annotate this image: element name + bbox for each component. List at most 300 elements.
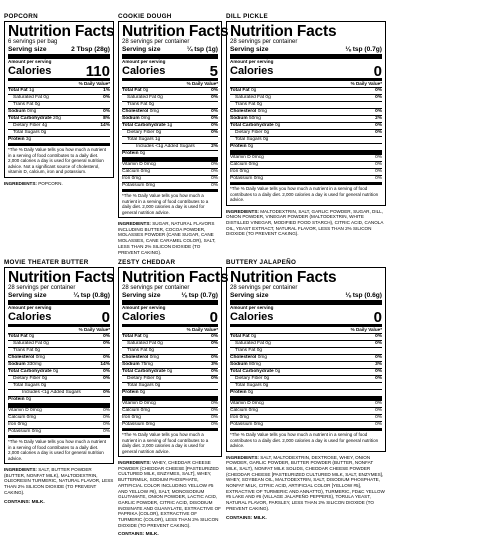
nutrition-facts-heading: Nutrition Facts (8, 269, 115, 286)
nutrient-row (8, 94, 110, 101)
nutrient-label: Total Sugars (235, 137, 262, 142)
calories-value: 0 (373, 63, 382, 80)
nutrient-dv: 0% (211, 88, 218, 93)
vitamin-label: Calcium 0mg (8, 415, 36, 420)
nutrient-amount: 0g (52, 369, 59, 374)
vitamin-dv: 0% (375, 401, 382, 406)
nutrient-name (122, 88, 148, 94)
nutrient-name (230, 369, 280, 375)
nutrient-label: Saturated Fat (127, 341, 157, 346)
nutrient-amount: 0g (41, 376, 48, 381)
nutrient-row (8, 87, 110, 94)
nutrient-dv: 0% (103, 109, 110, 114)
nutrient-row (122, 361, 218, 368)
serving-size-value: ⅛ tsp (0.6g) (345, 292, 382, 299)
nutrient-name (235, 95, 271, 101)
nutrient-row (8, 101, 110, 108)
flavor-title: ZESTY CHEDDAR (118, 259, 176, 266)
nutrient-label: Protein (230, 144, 247, 149)
amount-per-serving: Amount per serving (122, 59, 166, 64)
nutrient-name (8, 355, 45, 361)
nutrient-name (230, 362, 261, 368)
serving-size-row (230, 292, 382, 300)
vitamin-label: Vitamin D 0mcg (122, 401, 156, 406)
vitamin-label: Vitamin D 0mcg (8, 408, 42, 413)
nutrient-name (235, 383, 268, 389)
vitamin-row (230, 168, 382, 175)
nutrient-label: Total Carbohydrate (8, 116, 52, 121)
nutrient-name (127, 383, 160, 389)
nutrient-label: Total Carbohydrate (8, 369, 52, 374)
nutrient-label: Saturated Fat (235, 341, 265, 346)
ingredients (4, 467, 114, 496)
nutrient-name (127, 95, 163, 101)
vitamin-label: Potassium 0mg (230, 422, 264, 427)
nutrient-amount: 0g (142, 88, 149, 93)
nutrition-facts-box (226, 267, 386, 452)
vitamin-label: Iron 0mg (122, 415, 141, 420)
nutrient-label: Dietary Fiber (127, 130, 155, 135)
nutrient-row (122, 382, 218, 389)
vitamin-dv: 0% (211, 415, 218, 420)
nutrient-row (230, 368, 382, 375)
nutrient-dv: 0% (211, 376, 218, 381)
vitamin-label: Potassium 0mg (122, 422, 156, 427)
nutrient-row (8, 354, 110, 361)
serving-size-value: ¼ tsp (1g) (186, 46, 218, 53)
vitamin-label: Vitamin D 0mcg (230, 155, 264, 160)
calories-value: 0 (101, 309, 110, 326)
servings-per-container: 28 servings per container (122, 285, 190, 291)
nutrient-label: Protein (8, 397, 25, 402)
nutrient-label: Cholesterol (230, 355, 257, 360)
vitamin-row (122, 182, 218, 189)
nutrient-row (230, 136, 382, 143)
amount-per-serving: Amount per serving (8, 59, 52, 64)
nutrient-dv: 3% (211, 362, 218, 367)
calories-row (122, 311, 218, 324)
nutrient-label: Sodium (122, 362, 140, 367)
nutrient-label: Saturated Fat (13, 95, 43, 100)
nutrient-dv: 2% (211, 144, 218, 149)
nutrient-row (230, 361, 382, 368)
nutrient-name (13, 102, 40, 108)
vitamin-row (8, 421, 110, 428)
nutrient-dv: 0% (211, 369, 218, 374)
nutrient-row (122, 101, 218, 108)
nutrient-name (13, 123, 47, 129)
vitamin-label: Potassium 0mg (122, 183, 156, 188)
nutrition-panel (226, 258, 386, 521)
nutrition-facts-box (118, 267, 229, 457)
nutrient-dv: 0% (211, 355, 218, 360)
nutrient-row (122, 347, 218, 354)
nutrient-row (8, 333, 110, 340)
nutrient-row (8, 340, 110, 347)
serving-size-row (8, 46, 110, 54)
ingredients (118, 221, 222, 255)
nutrition-panel (4, 12, 114, 186)
nutrient-amount: 0mg (140, 116, 151, 121)
nutrient-amount: 0g (155, 383, 161, 388)
nutrient-amount: 0g (250, 334, 257, 339)
nutrient-row (8, 368, 110, 375)
serving-size-row (122, 46, 218, 54)
vitamin-dv: 0% (375, 408, 382, 413)
amount-per-serving: Amount per serving (8, 305, 52, 310)
nutrient-amount: 0g (263, 383, 269, 388)
ingredients-text: MALTODEXTRIN, SALT, GARLIC POWDER, SUGAR, DILL, ONION POWDER, VINEGAR POWDER (MALTODEXTRIN, WHITE DISTILLED VINEGAR, MODIFIED FOOD STARCH), CITRIC ACID, CANOLA OIL, YEAST EXTRACT, NATURAL FLAVOR, LESS THAN 2% SILICON DIOXIDE (TO PREVENT CAKING). (226, 208, 384, 237)
vitamin-dv: 0% (211, 169, 218, 174)
nutrient-label: Saturated Fat (13, 341, 43, 346)
nutrient-name (235, 348, 262, 354)
nutrient-dv: 8% (103, 116, 110, 121)
nutrient-amount: 75mg (140, 362, 153, 367)
calories-label: Calories (8, 311, 52, 323)
nutrient-amount: 0mg (257, 355, 268, 360)
nutrient-amount: 0mg (149, 355, 160, 360)
serving-size-label: Serving size (122, 292, 161, 299)
nutrition-facts-heading: Nutrition Facts (122, 269, 229, 286)
nutrient-row (230, 340, 382, 347)
vitamin-row (230, 421, 382, 428)
vitamin-dv: 0% (211, 422, 218, 427)
calories-row (8, 65, 110, 78)
nutrient-amount: 0g (28, 334, 35, 339)
nutrition-facts-box (4, 267, 114, 464)
footnote: *The % Daily Value tells you how much a nutrient in a serving of food contributes to a daily diet. 2,000 calories a day is used for general nutrition advice. (122, 432, 209, 454)
nutrient-amount: 80mg (248, 362, 261, 367)
nutrient-dv: 0% (211, 341, 218, 346)
calories-label: Calories (8, 65, 52, 77)
nutrient-label: Saturated Fat (127, 95, 157, 100)
flavor-title: DILL PICKLE (226, 13, 269, 20)
nutrient-label: Sodium (122, 116, 140, 121)
servings-per-container: 28 servings per container (230, 285, 298, 291)
ingredients-text: POPCORN. (38, 180, 63, 186)
nutrient-row (230, 108, 382, 115)
nutrient-amount: 0g (157, 341, 163, 346)
nutrition-facts-heading: Nutrition Facts (230, 269, 337, 286)
calories-row (122, 65, 218, 78)
vitamin-dv: 0% (103, 422, 110, 427)
nutrient-amount: 1g (155, 137, 161, 142)
nutrient-amount: 0g (43, 341, 49, 346)
daily-value-header: % Daily Value* (350, 81, 382, 86)
nutrient-name (230, 88, 256, 94)
serving-size-row (230, 46, 382, 54)
allergen-statement: CONTAINS: MILK. (118, 532, 159, 537)
nutrient-label: Protein (122, 390, 139, 395)
vitamin-label: Iron 0mg (230, 169, 249, 174)
nutrient-amount: 0g (142, 334, 149, 339)
nutrient-dv: 0% (375, 88, 382, 93)
servings-per-container: 28 servings per container (230, 39, 298, 45)
nutrient-name (235, 137, 268, 143)
nutrient-amount: 50mg (248, 116, 261, 121)
vitamin-dv: 0% (375, 155, 382, 160)
vitamin-label: Calcium 0mg (230, 408, 258, 413)
nutrient-dv: 0% (375, 369, 382, 374)
vitamin-row (230, 161, 382, 168)
footnote: *The % Daily Value tells you how much a nutrient in a serving of food contributes to a daily diet. 2,000 calories a day is used for general nutrition advice. (230, 432, 379, 448)
nutrient-name (13, 383, 46, 389)
nutrient-name (127, 137, 160, 143)
serving-size-label: Serving size (122, 46, 161, 53)
serving-size-label: Serving size (8, 46, 47, 53)
nutrition-facts-heading: Nutrition Facts (8, 23, 115, 40)
nutrition-panel (4, 258, 114, 505)
serving-size-value: 2 Tbsp (28g) (71, 46, 110, 53)
serving-size-row (122, 292, 218, 300)
nutrient-row (8, 361, 110, 368)
nutrient-amount: 0g (41, 383, 47, 388)
nutrient-label: Trans Fat (127, 102, 148, 107)
calories-label: Calories (230, 65, 274, 77)
nutrient-row (122, 389, 218, 396)
vitamin-dv: 0% (211, 162, 218, 167)
nutrient-amount: 0g (263, 376, 270, 381)
nutrient-name (8, 362, 42, 368)
nutrient-name (230, 109, 267, 115)
nutrient-label: Sodium (230, 362, 248, 367)
nutrient-row (230, 101, 382, 108)
nutrient-amount: 0g (34, 348, 41, 353)
nutrient-amount: 330mg (26, 362, 42, 367)
amount-per-serving: Amount per serving (230, 305, 274, 310)
ingredients (226, 209, 386, 238)
serving-size-row (8, 292, 110, 300)
nutrient-name (230, 123, 280, 129)
nutrient-name (230, 116, 261, 122)
flavor-title: COOKIE DOUGH (118, 13, 172, 20)
nutrition-facts-box (226, 21, 386, 206)
nutrient-name (136, 144, 195, 150)
nutrient-label: Total Fat (8, 334, 28, 339)
nutrient-name (235, 130, 269, 136)
nutrient-label: Dietary Fiber (235, 130, 263, 135)
vitamin-dv: 0% (375, 415, 382, 420)
calories-row (8, 311, 110, 324)
nutrient-amount: 3g (25, 137, 32, 142)
nutrient-label: Total Carbohydrate (230, 123, 274, 128)
nutrient-dv: 0% (375, 109, 382, 114)
serving-size-value: ⅛ tsp (0.7g) (345, 46, 382, 53)
vitamin-dv: 0% (211, 183, 218, 188)
nutrient-row (122, 143, 218, 150)
nutrient-amount: 0g (256, 348, 263, 353)
nutrient-row (230, 143, 382, 150)
nutrient-name (8, 88, 34, 94)
nutrient-name (122, 334, 148, 340)
nutrient-name (230, 355, 267, 361)
nutrient-dv: 0% (375, 341, 382, 346)
nutrient-amount: 0mg (26, 109, 37, 114)
vitamin-dv: 0% (211, 401, 218, 406)
nutrient-row (122, 122, 218, 129)
footnote: *The % Daily Value tells you how much a nutrient in a serving of food contributes to a daily diet. 2,000 calories a day is used for general nutrition advice. Not a significant source of cholesterol, vitamin D, calcium, iron and potassium. (8, 147, 106, 174)
vitamin-row (122, 414, 218, 421)
nutrient-name (13, 348, 40, 354)
servings-per-container: 28 servings per container (122, 39, 190, 45)
nutrient-name (122, 116, 150, 122)
allergen-statement: CONTAINS: MILK. (226, 515, 267, 521)
nutrient-name (127, 130, 161, 136)
calories-value: 0 (209, 309, 218, 326)
nutrient-name (230, 144, 253, 150)
nutrient-name (8, 116, 61, 122)
nutrient-name (22, 390, 81, 396)
amount-per-serving: Amount per serving (230, 59, 274, 64)
vitamin-row (8, 428, 110, 435)
flavor-title: BUTTERY JALAPEÑO (226, 259, 297, 266)
nutrient-amount: 0g (166, 369, 173, 374)
nutrition-facts-box (4, 21, 114, 178)
nutrition-facts-heading: Nutrition Facts (122, 23, 229, 40)
nutrient-row (230, 347, 382, 354)
nutrient-label: Cholesterol (8, 355, 35, 360)
nutrient-row (122, 94, 218, 101)
vitamin-dv: 0% (103, 429, 110, 434)
footnote: *The % Daily Value tells you how much a nutrient in a serving of food contributes to a daily diet. 2,000 calories a day is used for general nutrition advice. (8, 439, 106, 461)
nutrient-label: Trans Fat (235, 348, 256, 353)
nutrient-row (8, 382, 110, 389)
nutrient-amount: 0g (155, 130, 162, 135)
nutrient-row (122, 375, 218, 382)
nutrient-row (230, 389, 382, 396)
nutrient-label: Includes <1g Added Sugars (22, 390, 81, 395)
calories-label: Calories (230, 311, 274, 323)
nutrient-amount: 4g (41, 123, 48, 128)
nutrient-name (122, 151, 145, 157)
vitamin-row (230, 407, 382, 414)
nutrient-name (127, 348, 154, 354)
nutrient-dv: 1% (103, 88, 110, 93)
nutrient-label: Protein (122, 151, 139, 156)
nutrient-label: Total Fat (230, 88, 250, 93)
vitamin-label: Vitamin D 0mcg (230, 401, 264, 406)
nutrient-name (13, 341, 49, 347)
nutrient-amount: 0g (148, 102, 155, 107)
nutrient-row (230, 87, 382, 94)
serving-size-value: ¼ tsp (0.8g) (73, 292, 110, 299)
calories-label: Calories (122, 311, 166, 323)
vitamin-dv: 0% (211, 176, 218, 181)
nutrient-dv: 0% (375, 123, 382, 128)
nutrient-label: Total Fat (122, 334, 142, 339)
nutrient-row (8, 389, 110, 396)
ingredients-label: INGREDIENTS: (118, 221, 151, 226)
nutrition-facts-box (118, 21, 229, 218)
vitamin-label: Iron 0mg (122, 176, 141, 181)
vitamin-row (122, 421, 218, 428)
nutrient-name (8, 369, 58, 375)
nutrition-facts-heading: Nutrition Facts (230, 23, 337, 40)
nutrient-amount: 1g (166, 123, 173, 128)
ingredients-label: INGREDIENTS: (226, 454, 259, 460)
nutrition-panel (118, 12, 229, 255)
amount-per-serving: Amount per serving (122, 305, 166, 310)
ingredients (226, 455, 386, 512)
footnote: *The % Daily Value tells you how much a nutrient in a serving of food contributes to a daily diet. 2,000 calories a day is used for general nutrition advice. (122, 193, 209, 215)
nutrient-name (122, 109, 159, 115)
nutrient-row (8, 108, 110, 115)
ingredients-label: INGREDIENTS: (4, 180, 37, 186)
nutrient-dv: 0% (375, 130, 382, 135)
ingredients-text: SALT, BUTTER POWDER (BUTTER, NONFAT MILK), MALTODEXTRIN, OLEORESIN TURMERIC, NATURAL FLAVOR, LESS THAN 2% SILICON DIOXIDE (TO PREVENT CAKING). (4, 467, 114, 495)
nutrient-amount: 0g (274, 369, 281, 374)
calories-row (230, 311, 382, 324)
nutrient-row (122, 136, 218, 143)
daily-value-header: % Daily Value* (186, 327, 218, 332)
nutrient-amount: 0g (148, 348, 155, 353)
vitamin-dv: 0% (211, 408, 218, 413)
flavor-title: MOVIE THEATER BUTTER (4, 259, 89, 266)
nutrition-panel (226, 12, 386, 237)
nutrient-label: Includes <1g Added Sugars (136, 144, 195, 149)
vitamin-dv: 0% (375, 162, 382, 167)
nutrient-label: Total Sugars (13, 383, 40, 388)
nutrient-name (230, 334, 256, 340)
nutrient-row (230, 115, 382, 122)
nutrient-dv: 0% (103, 334, 110, 339)
nutrient-name (122, 123, 172, 129)
vitamin-row (8, 414, 110, 421)
nutrient-name (13, 95, 49, 101)
nutrient-name (235, 102, 262, 108)
vitamin-label: Calcium 0mg (230, 162, 258, 167)
nutrient-label: Sodium (8, 362, 26, 367)
nutrient-row (122, 115, 218, 122)
nutrient-amount: 0g (155, 376, 162, 381)
vitamin-row (230, 414, 382, 421)
nutrient-row (122, 368, 218, 375)
nutrient-amount: 0mg (149, 109, 160, 114)
nutrient-dv: 0% (103, 390, 110, 395)
nutrient-name (127, 102, 154, 108)
nutrient-amount: 20g (52, 116, 61, 121)
nutrient-row (230, 129, 382, 136)
nutrient-dv: 0% (375, 95, 382, 100)
vitamin-dv: 0% (103, 408, 110, 413)
nutrient-label: Total Fat (8, 88, 28, 93)
nutrient-dv: 0% (103, 95, 110, 100)
nutrient-name (127, 376, 161, 382)
ingredients-text: WHEY, CHEDDAR CHEESE POWDER (CHEDDAR CHEESE [PASTEURIZED CULTURED MILK, ENZYMES, SALT], WHEY, BUTTERMILK, SODIUM PHOSPHATE, ARTIFICIAL COLOR INCLUDING YELLOW #5 AND YELLOW #6), SALT, MONOSODIUM GLUTAMATE, ONION POWDER, LACTIC ACID, GARLIC POWDER, CITRIC ACID, DISODIUM INOSINATE AND GUANYLATE, EXTRACTIVE OF PAPRIKA (COLOR), EXTRACTIVE OF TURMERIC (COLOR), LESS THAN 2% SILICON DIOXIDE (TO PREVENT CAKING). (118, 460, 221, 528)
nutrient-row (230, 94, 382, 101)
allergen-statement: CONTAINS: MILK. (4, 499, 45, 505)
nutrient-dv: 0% (211, 130, 218, 135)
nutrient-name (122, 355, 159, 361)
nutrient-amount: 0g (263, 130, 270, 135)
nutrient-dv: 0% (211, 95, 218, 100)
nutrient-amount: 0mg (35, 355, 46, 360)
nutrient-amount: 0g (247, 144, 254, 149)
nutrient-name (8, 137, 31, 143)
nutrient-label: Cholesterol (122, 355, 149, 360)
calories-row (230, 65, 382, 78)
ingredients-label: INGREDIENTS: (226, 208, 259, 214)
nutrient-amount: 0mg (257, 109, 268, 114)
serving-size-label: Serving size (8, 292, 47, 299)
ingredients-label: INGREDIENTS: (4, 467, 37, 472)
ingredients-label: INGREDIENTS: (118, 460, 151, 465)
ingredients-text: SALT, MALTODEXTRIN, DEXTROSE, WHEY, ONION POWDER, GARLIC POWDER, BUTTER POWDER (BUTTER, NONFAT MILK, SALT), NONFAT MILK SOLIDS, CHEDDAR CHEESE POWDER (CHEDDAR CHEESE [PASTEURIZED CULTURED MILK, SALT, ENZYMES], WHEY, SOYBEAN OIL, MALTODEXTRIN, SALT, DISODIUM PHOSPHATE, NONFAT MILK, CITRIC ACID, ARTIFICIAL COLOR [YELLOW #5], EXTRACTIVE OF TURMERIC AND ANNATTO), TURMERIC, FD&C YELLOW #5 LAKE AND #6 (VILLAGE JALAPEÑO PEPPERS), TORULA YEAST, NATURAL FLAVOR, PARSLEY, LESS THAN 2% SILICON DIOXIDE (TO PREVENT CAKING). (226, 454, 385, 511)
nutrient-row (122, 340, 218, 347)
nutrient-dv: 14% (100, 362, 110, 367)
daily-value-header: % Daily Value* (78, 81, 110, 86)
nutrient-label: Total Carbohydrate (122, 123, 166, 128)
